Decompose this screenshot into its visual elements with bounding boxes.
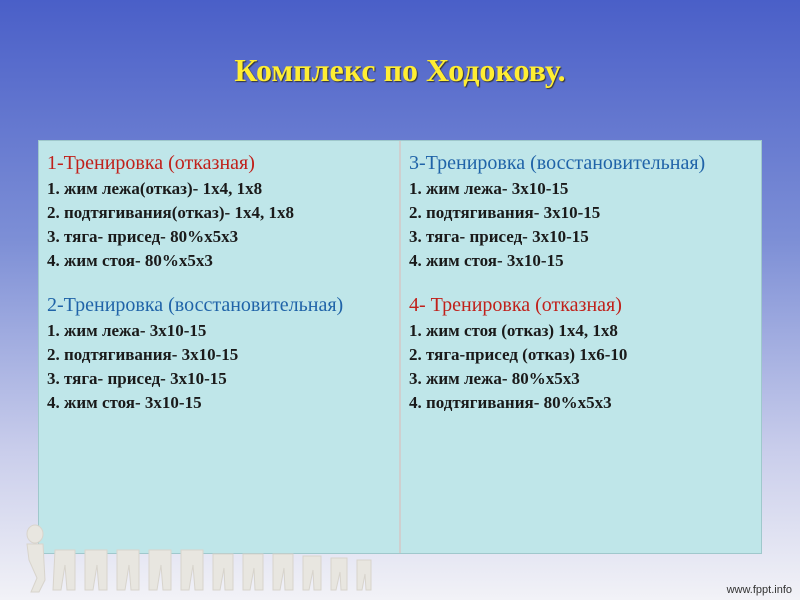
workout-block-1 <box>47 149 391 273</box>
workout-item: 2. подтягивания- 3х10-15 <box>47 345 239 364</box>
workout-item: 3. тяга- присед- 80%х5х3 <box>47 227 239 246</box>
table-cell-right <box>401 141 761 553</box>
table-cell-left <box>39 141 401 553</box>
workout-item: 1. жим лежа- 3х10-15 <box>409 179 569 198</box>
workout-table <box>38 140 762 554</box>
workout-block-4 <box>409 291 753 415</box>
workout-block-2 <box>47 291 391 415</box>
workout-item: 1. жим лежа- 3х10-15 <box>47 321 207 340</box>
workout-heading: 2-Тренировка (восстановительная) <box>47 294 344 316</box>
workout-heading: 4- Тренировка (отказная) <box>409 294 622 316</box>
workout-item: 4. подтягивания- 80%х5х3 <box>409 393 612 412</box>
watermark: www.fppt.info <box>726 584 792 596</box>
workout-item: 1. жим стоя (отказ) 1х4, 1х8 <box>409 321 618 340</box>
workout-item: 3. жим лежа- 80%х5х3 <box>409 369 580 388</box>
workout-item: 1. жим лежа(отказ)- 1х4, 1х8 <box>47 179 263 198</box>
workout-item: 3. тяга- присед- 3х10-15 <box>409 227 589 246</box>
workout-heading: 3-Тренировка (восстановительная) <box>409 152 706 174</box>
workout-heading: 1-Тренировка (отказная) <box>47 152 255 174</box>
workout-item: 2. тяга-присед (отказ) 1х6-10 <box>409 345 628 364</box>
workout-item: 3. тяга- присед- 3х10-15 <box>47 369 227 388</box>
workout-item: 4. жим стоя- 3х10-15 <box>409 251 564 270</box>
running-figures-icon <box>15 520 395 595</box>
workout-item: 2. подтягивания- 3х10-15 <box>409 203 601 222</box>
workout-item: 4. жим стоя- 3х10-15 <box>47 393 202 412</box>
workout-block-3 <box>409 149 753 273</box>
slide-title: Комплекс по Ходокову. <box>234 52 566 88</box>
workout-item: 2. подтягивания(отказ)- 1х4, 1х8 <box>47 203 294 222</box>
workout-item: 4. жим стоя- 80%х5х3 <box>47 251 213 270</box>
